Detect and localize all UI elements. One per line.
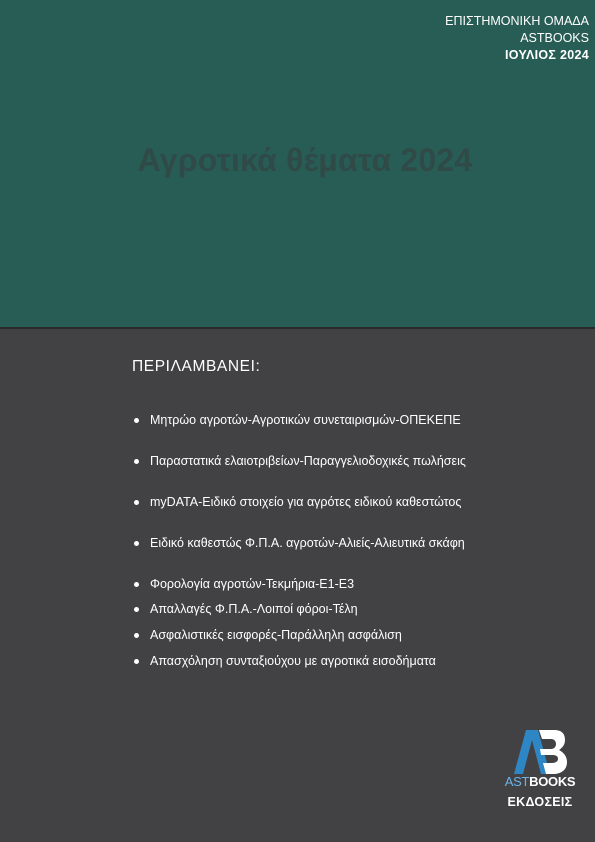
logo-wordmark-ast: AST [504, 774, 530, 789]
panel-divider [0, 327, 595, 329]
list-item-text: myDATA-Ειδικό στοιχείο για αγρότες ειδικού καθεστώτος [150, 495, 462, 509]
list-item [134, 628, 479, 644]
logo-wordmark [500, 774, 580, 789]
list-item-text: Φορολογία αγροτών-Τεκμήρια-Ε1-Ε3 [150, 577, 355, 591]
list-item [134, 577, 479, 593]
bullet-icon [134, 459, 139, 464]
cover-top-panel [0, 0, 595, 327]
bullet-icon [134, 418, 139, 423]
list-item [134, 413, 479, 429]
cover-title: Αγροτικά θέματα 2024 [137, 142, 473, 178]
list-item-text: Απασχόληση συνταξιούχου με αγροτικά εισοδήματα [150, 654, 436, 668]
bullet-icon [134, 582, 139, 587]
bullet-icon [134, 541, 139, 546]
logo-tagline: ΕΚΔΟΣΕΙΣ [507, 795, 573, 809]
bullet-icon [134, 500, 139, 505]
list-item [134, 602, 479, 618]
list-item-text: Παραστατικά ελαιοτριβείων-Παραγγελιοδοχικές πωλήσεις [150, 454, 466, 468]
bullet-icon [134, 607, 139, 612]
bullet-icon [134, 659, 139, 664]
logo-wordmark-books: BOOKS [529, 774, 576, 789]
list-item [134, 654, 479, 670]
list-item [134, 495, 479, 511]
list-item [134, 536, 479, 552]
contents-heading: ΠΕΡΙΛΑΜΒΑΝΕΙ: [132, 358, 261, 375]
publisher-name: ASTBOOKS [520, 31, 589, 45]
list-item [134, 454, 479, 470]
list-item-text: Απαλλαγές Φ.Π.Α.-Λοιποί φόροι-Τέλη [150, 602, 358, 616]
list-item-text: Μητρώο αγροτών-Αγροτικών συνεταιρισμών-ΟΠΕΚΕΠΕ [150, 413, 461, 427]
publisher-logo [500, 730, 580, 820]
publisher-team: ΕΠΙΣΤΗΜΟΝΙΚΗ ΟΜΑΔΑ [445, 14, 589, 28]
astbooks-logo-icon [513, 730, 567, 774]
list-item-text: Ασφαλιστικές εισφορές-Παράλληλη ασφάλιση [150, 628, 402, 642]
list-item-text: Ειδικό καθεστώς Φ.Π.Α. αγροτών-Αλιείς-Αλιευτικά σκάφη [150, 536, 465, 550]
bullet-icon [134, 633, 139, 638]
publication-date: ΙΟΥΛΙΟΣ 2024 [505, 48, 589, 62]
publisher-block [445, 13, 589, 64]
